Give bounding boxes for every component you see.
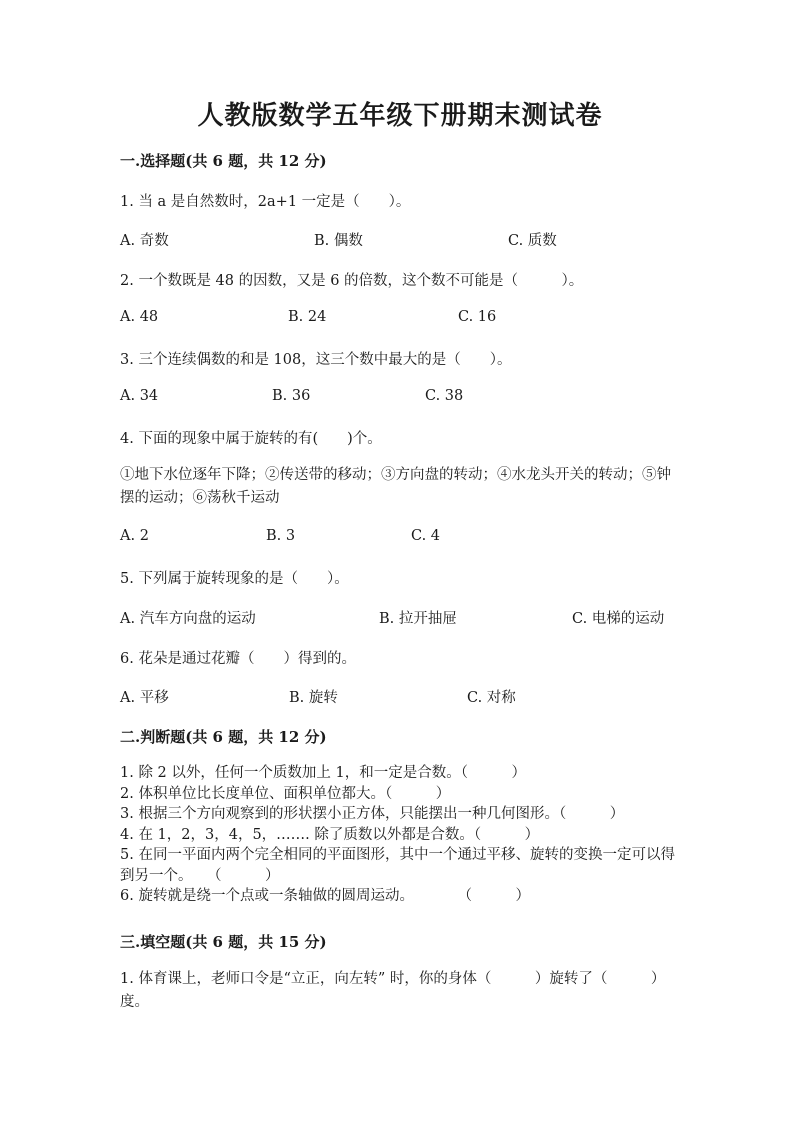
option-c: C. 4 bbox=[411, 528, 441, 544]
question-stem: 6. 花朵是通过花瓣（ ）得到的。 bbox=[120, 651, 356, 667]
option-a: A. 汽车方向盘的运动 bbox=[120, 611, 256, 627]
section-heading-fill: 三.填空题(共 6 题，共 15 分) bbox=[120, 933, 327, 951]
judge-list bbox=[120, 763, 680, 907]
option-a: A. 奇数 bbox=[120, 233, 169, 249]
question-stem: 1. 当 a 是自然数时，2a+1 一定是（ ）。 bbox=[120, 194, 411, 210]
option-b: B. 3 bbox=[266, 528, 296, 544]
section-heading-choice: 一.选择题(共 6 题，共 12 分) bbox=[120, 152, 327, 170]
page-title: 人教版数学五年级下册期末测试卷 bbox=[197, 101, 603, 131]
section-heading-judge: 二.判断题(共 6 题，共 12 分) bbox=[120, 728, 327, 746]
question-stem: 3. 三个连续偶数的和是 108，这三个数中最大的是（ ）。 bbox=[120, 352, 512, 368]
option-a: A. 34 bbox=[120, 388, 159, 404]
option-c: C. 对称 bbox=[467, 690, 516, 706]
option-b: B. 拉开抽屉 bbox=[379, 611, 457, 627]
judge-item: 6. 旋转就是绕一个点或一条轴做的圆周运动。 （ ） bbox=[120, 888, 530, 904]
option-b: B. 24 bbox=[288, 309, 327, 325]
option-b: B. 旋转 bbox=[289, 690, 338, 706]
question-stem: 5. 下列属于旋转现象的是（ ）。 bbox=[120, 571, 349, 587]
option-c: C. 38 bbox=[425, 388, 464, 404]
option-b: B. 36 bbox=[272, 388, 311, 404]
option-a: A. 平移 bbox=[120, 690, 169, 706]
question-stem: 2. 一个数既是 48 的因数，又是 6 的倍数，这个数不可能是（ ）。 bbox=[120, 273, 584, 289]
judge-item: 3. 根据三个方向观察到的形状摆小正方体，只能摆出一种几何图形。（ ） bbox=[120, 806, 625, 822]
fill-question: 1. 体育课上，老师口令是“立正，向左转” 时，你的身体（ ）旋转了（ ）度。 bbox=[120, 971, 666, 1010]
option-a: A. 48 bbox=[120, 309, 159, 325]
option-b: B. 偶数 bbox=[314, 233, 363, 249]
question-material: ①地下水位逐年下降；②传送带的移动；③方向盘的转动；④水龙头开关的转动；⑤钟摆的运动；⑥荡秋千运动 bbox=[120, 467, 671, 506]
judge-item: 2. 体积单位比长度单位、面积单位都大。（ ） bbox=[120, 785, 451, 802]
option-c: C. 16 bbox=[458, 309, 497, 325]
judge-item: 4. 在 1，2，3，4，5，……. 除了质数以外都是合数。（ ） bbox=[120, 826, 540, 843]
option-a: A. 2 bbox=[120, 528, 149, 544]
question-stem: 4. 下面的现象中属于旋转的有( )个。 bbox=[120, 431, 382, 447]
judge-item: 1. 除 2 以外，任何一个质数加上 1，和一定是合数。（ ） bbox=[120, 765, 526, 781]
judge-item: 5. 在同一平面内两个完全相同的平面图形，其中一个通过平移、旋转的变换一定可以得到另一个。 （ ） bbox=[120, 847, 675, 884]
option-c: C. 质数 bbox=[508, 233, 557, 249]
option-c: C. 电梯的运动 bbox=[572, 611, 665, 627]
